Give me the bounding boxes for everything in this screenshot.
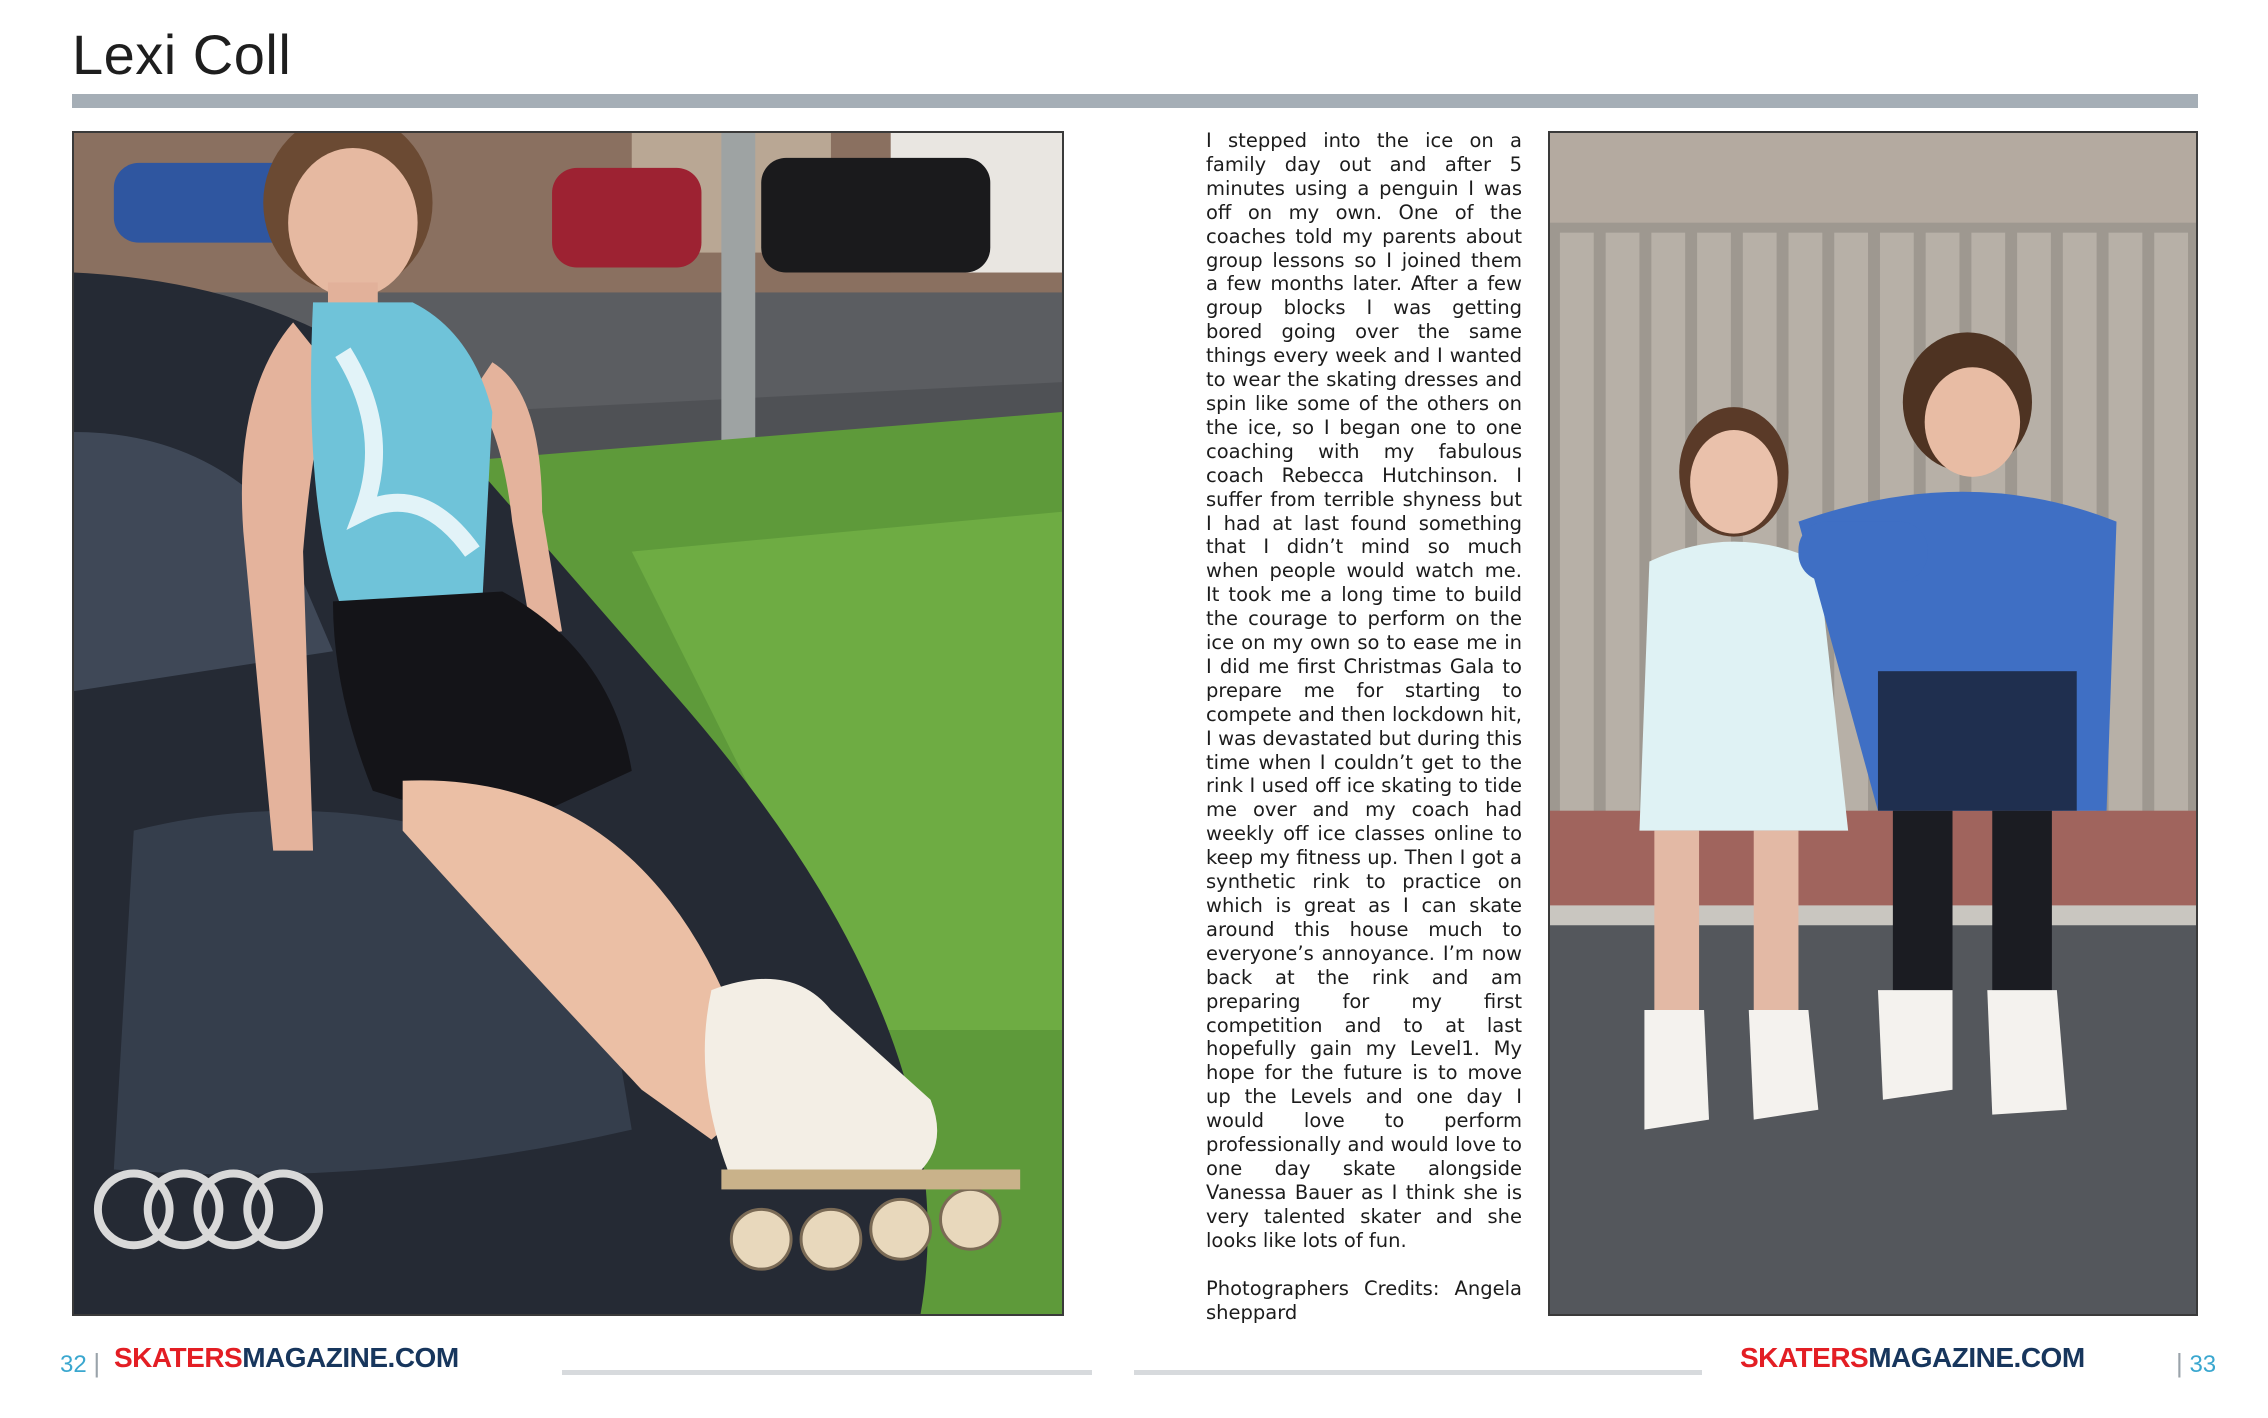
photo-girl-on-car bbox=[72, 131, 1064, 1316]
page-number-left bbox=[60, 1348, 100, 1379]
page-number-left-value: 32 bbox=[60, 1351, 87, 1378]
brand-logo-right[interactable] bbox=[1740, 1342, 2085, 1374]
page-number-right bbox=[2176, 1348, 2216, 1379]
brand-red-text: SKATERS bbox=[1740, 1342, 1869, 1373]
footer-divider-left bbox=[562, 1370, 1092, 1375]
title-rule bbox=[72, 94, 2198, 108]
brand-logo-left[interactable] bbox=[114, 1342, 459, 1374]
brand-navy-text: MAGAZINE.COM bbox=[1868, 1342, 2085, 1373]
photo-credits: Photographers Credits: Angela sheppard bbox=[1206, 1276, 1522, 1324]
page-number-right-value: 33 bbox=[2189, 1351, 2217, 1378]
page-number-separator: | bbox=[93, 1348, 101, 1378]
photo-two-skaters-by-fence bbox=[1548, 131, 2198, 1316]
brand-navy-text: MAGAZINE.COM bbox=[242, 1342, 459, 1373]
article-paragraph: I stepped into the ice on a family day out and after 5 minutes using a penguin I was off on my own. One of the coaches told my parents about group lessons so I joined them a few months later. After a few group blocks I was getting bored going over the same things every week and I wanted to wear the skating dresses and spin like some of the others on the ice, so I began one to one coaching with my fabulous coach Rebecca Hutchinson. I suffer from terrible shyness but I had at last found something that I didn’t mind so much when people would watch me. It took me a long time to build the courage to perform on the ice on my own so to ease me in I did me first Christmas Gala to prepare me for starting to compete and then lockdown hit, I was devastated but during this time when I couldn’t get to the rink I used off ice skating to tide me over and my coach had weekly off ice classes online to keep my fitness up. Then I got a synthetic rink to practice on which is great as I can skate around this house much to everyone’s annoyance. I’m now back at the rink and am preparing for my first competition and to at last hopefully gain my Level1. My hope for the future is to move up the Levels and one day I would love to perform professionally and would love to one day skate alongside Vanessa Bauer as I think she is very talented skater and she looks like lots of fun. bbox=[1206, 129, 1522, 1252]
photo-girl-on-car-illustration bbox=[74, 133, 1062, 1314]
brand-red-text: SKATERS bbox=[114, 1342, 243, 1373]
footer-divider-right bbox=[1134, 1370, 1702, 1375]
article-body bbox=[1206, 129, 1522, 1324]
photo-two-skaters-illustration bbox=[1550, 133, 2196, 1314]
page-title: Lexi Coll bbox=[72, 23, 292, 86]
page-number-separator: | bbox=[2176, 1348, 2183, 1378]
